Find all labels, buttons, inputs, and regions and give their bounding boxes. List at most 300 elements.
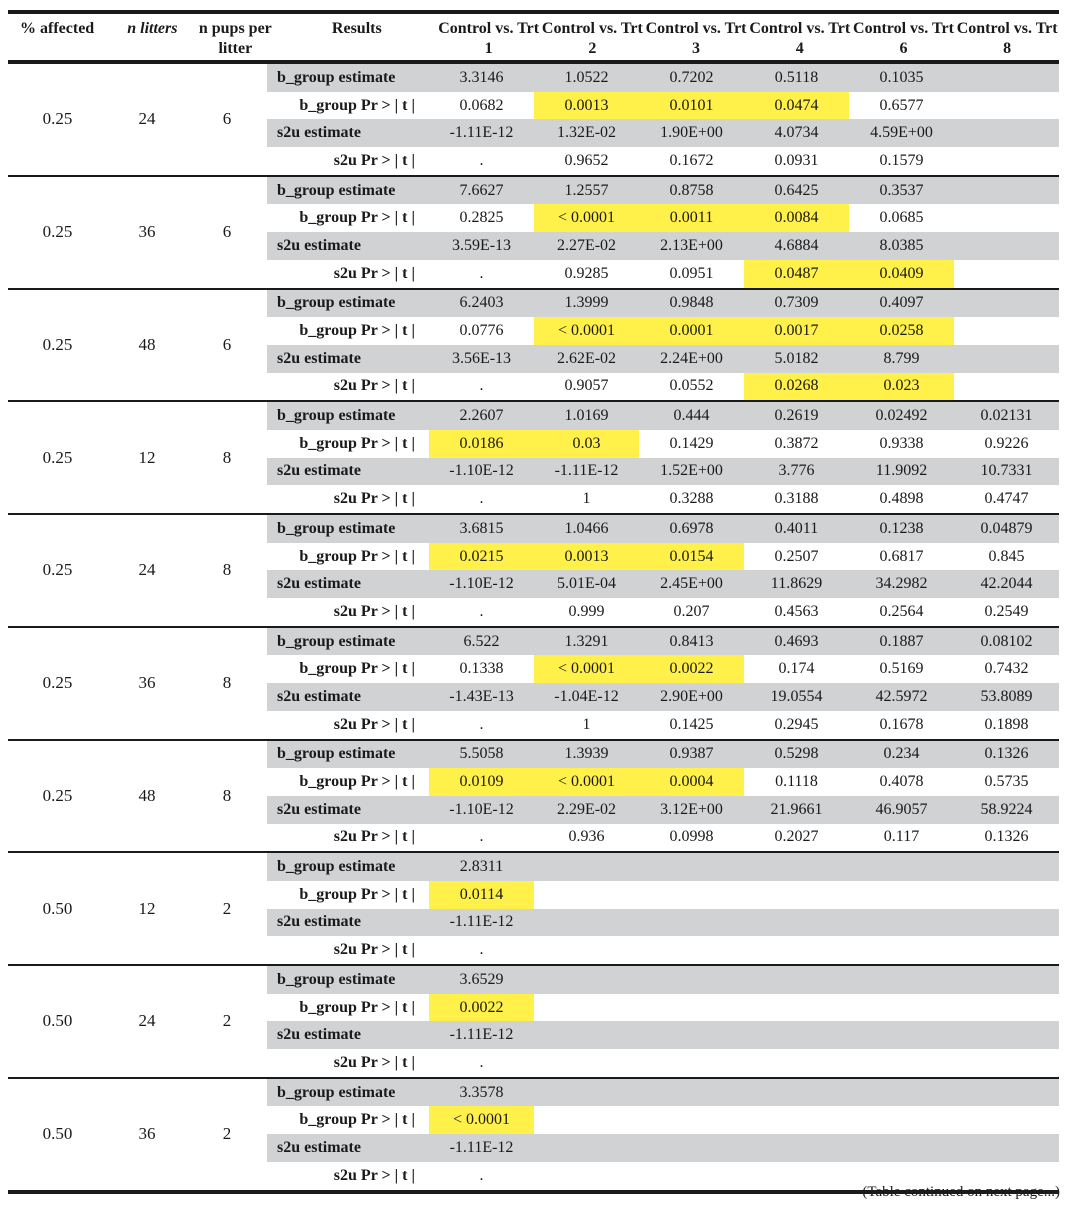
- value-cell: [639, 1106, 744, 1134]
- value-cell: 0.9057: [564, 377, 609, 395]
- value-cell: 0.08102: [980, 632, 1033, 650]
- value-cell: 0.9285: [564, 264, 609, 282]
- value-cell: [954, 204, 1059, 232]
- table-header: [8, 14, 1059, 64]
- n-pups-cell: 6: [222, 222, 232, 242]
- value-cell: [954, 909, 1059, 937]
- n-pups-cell: 6: [222, 109, 232, 129]
- value-cell: 1.3291: [564, 632, 609, 650]
- table-body: [8, 64, 1059, 1194]
- value-cell: 1.0522: [564, 68, 609, 86]
- value-cell: 0.4898: [879, 490, 924, 508]
- table-row: [267, 628, 1059, 656]
- value-cell: [954, 881, 1059, 909]
- value-cell: 0.1672: [669, 151, 714, 169]
- value-cell: 4.0734: [774, 124, 819, 142]
- row-label: s2u estimate: [277, 687, 361, 705]
- value-cell: 0.5169: [879, 660, 924, 678]
- value-cell: 0.02131: [980, 407, 1033, 425]
- value-cell: [744, 1106, 849, 1134]
- row-label: b_group Pr > | t |: [299, 1111, 415, 1129]
- table-row: [267, 768, 1059, 796]
- n-litters-cell: 24: [138, 109, 156, 129]
- value-cell: [534, 853, 639, 881]
- value-cell: 0.1425: [669, 715, 714, 733]
- value-cell: [954, 1106, 1059, 1134]
- value-cell: [639, 909, 744, 937]
- value-cell: -1.11E-12: [449, 1026, 514, 1044]
- header-trt6: Control vs. Trt 6: [853, 20, 954, 57]
- value-cell: [849, 1106, 954, 1134]
- value-cell: [849, 909, 954, 937]
- table-group: [8, 628, 1059, 741]
- table-row: [267, 881, 1059, 909]
- value-cell: 0.174: [778, 660, 815, 678]
- value-cell: [534, 1079, 639, 1107]
- row-label: b_group Pr > | t |: [299, 773, 415, 791]
- value-cell: 0.4011: [774, 519, 819, 537]
- value-cell: 0.0268: [744, 373, 849, 401]
- value-cell: 0.0022: [639, 655, 744, 683]
- value-cell: 19.0554: [770, 687, 823, 705]
- value-cell: 0.03: [534, 430, 639, 458]
- row-label: b_group estimate: [277, 519, 396, 537]
- row-label: b_group Pr > | t |: [299, 434, 415, 452]
- table-row: [267, 147, 1059, 175]
- value-cell: [954, 936, 1059, 964]
- value-cell: 0.444: [673, 407, 710, 425]
- table-row: [267, 1134, 1059, 1162]
- table-row: [267, 430, 1059, 458]
- value-cell: 0.9652: [564, 151, 609, 169]
- table-group: [8, 64, 1059, 177]
- value-cell: [954, 966, 1059, 994]
- value-cell: 0.1678: [879, 715, 924, 733]
- pct-affected-cell: 0.50: [42, 1124, 73, 1144]
- value-cell: -1.43E-13: [449, 687, 514, 705]
- row-label: b_group estimate: [277, 294, 396, 312]
- table-row: [267, 232, 1059, 260]
- value-cell: 0.0154: [639, 543, 744, 571]
- pct-affected-cell: 0.25: [42, 222, 73, 242]
- value-cell: 0.2507: [774, 547, 819, 565]
- table-row: [267, 402, 1059, 430]
- value-cell: 0.2945: [774, 715, 819, 733]
- value-cell: [534, 966, 639, 994]
- value-cell: 0.1326: [984, 745, 1029, 763]
- value-cell: [849, 1021, 954, 1049]
- value-cell: [744, 936, 849, 964]
- group-rows: [267, 628, 1059, 739]
- value-cell: 0.207: [673, 602, 710, 620]
- value-cell: 0.2549: [984, 602, 1029, 620]
- value-cell: [534, 1049, 639, 1077]
- value-cell: 0.4747: [984, 490, 1029, 508]
- table-row: [267, 260, 1059, 288]
- value-cell: [954, 345, 1059, 373]
- row-label: b_group Pr > | t |: [299, 998, 415, 1016]
- table-row: [267, 796, 1059, 824]
- value-cell: 0.0682: [459, 96, 504, 114]
- n-pups-cell: 2: [222, 1124, 232, 1144]
- table-row: [267, 936, 1059, 964]
- value-cell: 0.3872: [774, 434, 819, 452]
- value-cell: 0.7432: [984, 660, 1029, 678]
- value-cell: [849, 1079, 954, 1107]
- value-cell: [639, 966, 744, 994]
- value-cell: [744, 909, 849, 937]
- value-cell: [639, 853, 744, 881]
- value-cell: 0.0101: [639, 92, 744, 120]
- value-cell: 0.0998: [669, 828, 714, 846]
- value-cell: 0.1035: [879, 68, 924, 86]
- value-cell: 1.3939: [564, 745, 609, 763]
- value-cell: 0.3188: [774, 490, 819, 508]
- value-cell: 5.0182: [774, 349, 819, 367]
- value-cell: 0.0186: [429, 430, 534, 458]
- table-row: [267, 204, 1059, 232]
- header-trt3: Control vs. Trt 3: [645, 20, 747, 57]
- value-cell: 0.4097: [879, 294, 924, 312]
- value-cell: < 0.0001: [429, 1106, 534, 1134]
- value-cell: 11.9092: [875, 462, 928, 480]
- value-cell: 0.1326: [984, 828, 1029, 846]
- value-cell: 1: [582, 715, 591, 733]
- table-row: [267, 485, 1059, 513]
- value-cell: 2.45E+00: [660, 575, 723, 593]
- value-cell: [954, 1049, 1059, 1077]
- row-label: s2u estimate: [277, 1026, 361, 1044]
- row-label: b_group estimate: [277, 68, 396, 86]
- value-cell: 0.0017: [744, 317, 849, 345]
- value-cell: 0.3288: [669, 490, 714, 508]
- value-cell: [744, 1049, 849, 1077]
- value-cell: -1.11E-12: [449, 913, 514, 931]
- pct-affected-cell: 0.25: [42, 560, 73, 580]
- value-cell: 0.5118: [774, 68, 819, 86]
- pct-affected-cell: 0.50: [42, 1011, 73, 1031]
- value-cell: 0.0685: [879, 209, 924, 227]
- value-cell: 0.6817: [879, 547, 924, 565]
- value-cell: 1.0169: [564, 407, 609, 425]
- group-rows: [267, 64, 1059, 175]
- value-cell: 0.6577: [879, 96, 924, 114]
- value-cell: .: [479, 828, 484, 846]
- value-cell: 1.52E+00: [660, 462, 723, 480]
- value-cell: 0.0552: [669, 377, 714, 395]
- value-cell: 0.1238: [879, 519, 924, 537]
- value-cell: [849, 1049, 954, 1077]
- pct-affected-cell: 0.25: [42, 673, 73, 693]
- value-cell: -1.11E-12: [449, 124, 514, 142]
- group-rows: [267, 177, 1059, 288]
- value-cell: 0.0409: [849, 260, 954, 288]
- value-cell: 0.0487: [744, 260, 849, 288]
- value-cell: 1: [582, 490, 591, 508]
- value-cell: 21.9661: [770, 800, 823, 818]
- table-row: [267, 655, 1059, 683]
- value-cell: 0.0776: [459, 322, 504, 340]
- n-pups-cell: 6: [222, 334, 232, 354]
- row-label: b_group estimate: [277, 181, 396, 199]
- row-label: s2u estimate: [277, 800, 361, 818]
- value-cell: 0.0258: [849, 317, 954, 345]
- value-cell: [954, 232, 1059, 260]
- value-cell: [954, 177, 1059, 205]
- value-cell: 2.90E+00: [660, 687, 723, 705]
- n-pups-cell: 2: [222, 1011, 232, 1031]
- group-rows: [267, 966, 1059, 1077]
- value-cell: 5.5058: [459, 745, 504, 763]
- pct-affected-cell: 0.25: [42, 334, 73, 354]
- table-row: [267, 373, 1059, 401]
- row-label: s2u Pr > | t |: [333, 828, 415, 846]
- value-cell: 3.6815: [459, 519, 504, 537]
- value-cell: .: [479, 1053, 484, 1071]
- table-continued-note: (Table continued on next page...): [862, 1184, 1060, 1200]
- value-cell: 4.59E+00: [870, 124, 933, 142]
- row-label: b_group estimate: [277, 970, 396, 988]
- table-row: [267, 92, 1059, 120]
- row-label: b_group estimate: [277, 632, 396, 650]
- value-cell: 0.1579: [879, 151, 924, 169]
- results-table: [8, 10, 1059, 1194]
- n-pups-cell: 8: [222, 560, 232, 580]
- value-cell: .: [479, 941, 484, 959]
- row-label: b_group Pr > | t |: [299, 322, 415, 340]
- table-row: [267, 598, 1059, 626]
- value-cell: 0.5298: [774, 745, 819, 763]
- value-cell: 0.8758: [669, 181, 714, 199]
- value-cell: 0.999: [568, 602, 605, 620]
- value-cell: < 0.0001: [534, 317, 639, 345]
- n-litters-cell: 12: [138, 898, 156, 918]
- table-row: [267, 853, 1059, 881]
- value-cell: 0.9338: [879, 434, 924, 452]
- value-cell: -1.11E-12: [554, 462, 619, 480]
- table-row: [267, 345, 1059, 373]
- value-cell: 2.62E-02: [556, 349, 617, 367]
- value-cell: 1.32E-02: [556, 124, 617, 142]
- row-label: s2u Pr > | t |: [333, 377, 415, 395]
- value-cell: [954, 92, 1059, 120]
- group-rows: [267, 1079, 1059, 1190]
- value-cell: [849, 853, 954, 881]
- table-row: [267, 711, 1059, 739]
- table-row: [267, 64, 1059, 92]
- value-cell: 0.0084: [744, 204, 849, 232]
- value-cell: 42.5972: [875, 687, 928, 705]
- table-row: [267, 515, 1059, 543]
- n-litters-cell: 48: [138, 785, 156, 805]
- table-group: [8, 1079, 1059, 1194]
- n-litters-cell: 36: [138, 1124, 156, 1144]
- table-group: [8, 966, 1059, 1079]
- table-row: [267, 966, 1059, 994]
- header-results: Results: [331, 20, 382, 37]
- table-row: [267, 741, 1059, 769]
- row-label: b_group estimate: [277, 407, 396, 425]
- value-cell: [849, 966, 954, 994]
- row-label: b_group Pr > | t |: [299, 547, 415, 565]
- value-cell: 0.0109: [429, 768, 534, 796]
- value-cell: [744, 1162, 849, 1190]
- row-label: s2u Pr > | t |: [333, 264, 415, 282]
- value-cell: 10.7331: [980, 462, 1033, 480]
- value-cell: [534, 1162, 639, 1190]
- value-cell: .: [479, 1166, 484, 1184]
- group-rows: [267, 402, 1059, 513]
- table-row: [267, 290, 1059, 318]
- value-cell: [954, 1079, 1059, 1107]
- header-trt1: Control vs. Trt 1: [438, 20, 540, 57]
- header-trt2: Control vs. Trt 2: [541, 20, 643, 57]
- value-cell: 0.9387: [669, 745, 714, 763]
- row-label: s2u estimate: [277, 1138, 361, 1156]
- value-cell: 0.0013: [534, 92, 639, 120]
- value-cell: 0.4563: [774, 602, 819, 620]
- value-cell: 58.9224: [980, 800, 1033, 818]
- table-row: [267, 1079, 1059, 1107]
- value-cell: 0.6425: [774, 181, 819, 199]
- table-row: [267, 458, 1059, 486]
- value-cell: 3.6529: [459, 970, 504, 988]
- table-row: [267, 1049, 1059, 1077]
- value-cell: [534, 1021, 639, 1049]
- value-cell: 0.845: [988, 547, 1025, 565]
- value-cell: [639, 1162, 744, 1190]
- table-row: [267, 909, 1059, 937]
- value-cell: 0.0951: [669, 264, 714, 282]
- pct-affected-cell: 0.25: [42, 447, 73, 467]
- value-cell: 1.2557: [564, 181, 609, 199]
- table-group: [8, 741, 1059, 854]
- value-cell: [534, 909, 639, 937]
- row-label: s2u Pr > | t |: [333, 1053, 415, 1071]
- value-cell: 0.1887: [879, 632, 924, 650]
- value-cell: 34.2982: [875, 575, 928, 593]
- value-cell: [954, 853, 1059, 881]
- value-cell: 2.24E+00: [660, 349, 723, 367]
- n-litters-cell: 36: [138, 673, 156, 693]
- table-row: [267, 177, 1059, 205]
- value-cell: [849, 994, 954, 1022]
- group-rows: [267, 290, 1059, 401]
- row-label: b_group estimate: [277, 1083, 396, 1101]
- value-cell: < 0.0001: [534, 655, 639, 683]
- table-row: [267, 824, 1059, 852]
- value-cell: 0.4078: [879, 773, 924, 791]
- value-cell: 3.3578: [459, 1083, 504, 1101]
- value-cell: [534, 936, 639, 964]
- n-litters-cell: 12: [138, 447, 156, 467]
- value-cell: 0.2564: [879, 602, 924, 620]
- value-cell: 0.2619: [774, 407, 819, 425]
- value-cell: -1.10E-12: [449, 462, 514, 480]
- value-cell: < 0.0001: [534, 768, 639, 796]
- value-cell: 53.8089: [980, 687, 1033, 705]
- value-cell: 3.59E-13: [451, 236, 512, 254]
- value-cell: 0.3537: [879, 181, 924, 199]
- row-label: b_group estimate: [277, 858, 396, 876]
- row-label: s2u Pr > | t |: [333, 715, 415, 733]
- table-row: [267, 1021, 1059, 1049]
- table-row: [267, 543, 1059, 571]
- value-cell: 3.12E+00: [660, 800, 723, 818]
- pct-affected-cell: 0.50: [42, 898, 73, 918]
- header-n-litters: n litters: [127, 20, 178, 37]
- value-cell: [534, 881, 639, 909]
- table-row: [267, 317, 1059, 345]
- value-cell: [534, 994, 639, 1022]
- value-cell: 0.234: [883, 745, 920, 763]
- value-cell: [639, 994, 744, 1022]
- table-row: [267, 994, 1059, 1022]
- value-cell: 0.04879: [980, 519, 1033, 537]
- value-cell: [744, 966, 849, 994]
- value-cell: -1.10E-12: [449, 800, 514, 818]
- row-label: s2u estimate: [277, 575, 361, 593]
- value-cell: 0.0011: [639, 204, 744, 232]
- value-cell: [954, 1134, 1059, 1162]
- value-cell: 4.6884: [774, 236, 819, 254]
- value-cell: [639, 881, 744, 909]
- value-cell: 7.6627: [459, 181, 504, 199]
- value-cell: -1.11E-12: [449, 1138, 514, 1156]
- pct-affected-cell: 0.25: [42, 785, 73, 805]
- value-cell: 1.0466: [564, 519, 609, 537]
- header-n-pups: n pups per litter: [198, 20, 272, 57]
- value-cell: 1.3999: [564, 294, 609, 312]
- value-cell: 2.2607: [459, 407, 504, 425]
- value-cell: [954, 260, 1059, 288]
- header-trt4: Control vs. Trt 4: [749, 20, 851, 57]
- value-cell: [954, 317, 1059, 345]
- value-cell: 3.776: [778, 462, 815, 480]
- value-cell: 42.2044: [980, 575, 1033, 593]
- value-cell: 0.0004: [639, 768, 744, 796]
- value-cell: 0.5735: [984, 773, 1029, 791]
- value-cell: [534, 1106, 639, 1134]
- value-cell: [744, 881, 849, 909]
- value-cell: .: [479, 151, 484, 169]
- value-cell: .: [479, 602, 484, 620]
- value-cell: [744, 853, 849, 881]
- value-cell: [954, 147, 1059, 175]
- n-pups-cell: 2: [222, 898, 232, 918]
- value-cell: [639, 1049, 744, 1077]
- table-group: [8, 853, 1059, 966]
- group-rows: [267, 515, 1059, 626]
- value-cell: 8.799: [883, 349, 920, 367]
- value-cell: [849, 936, 954, 964]
- value-cell: [744, 1134, 849, 1162]
- value-cell: 0.0022: [429, 994, 534, 1022]
- value-cell: 0.7309: [774, 294, 819, 312]
- value-cell: 0.1338: [459, 660, 504, 678]
- value-cell: .: [479, 264, 484, 282]
- value-cell: 0.117: [883, 828, 920, 846]
- row-label: s2u estimate: [277, 236, 361, 254]
- row-label: s2u Pr > | t |: [333, 490, 415, 508]
- table-row: [267, 119, 1059, 147]
- table-row: [267, 683, 1059, 711]
- row-label: s2u Pr > | t |: [333, 602, 415, 620]
- value-cell: [744, 994, 849, 1022]
- value-cell: 0.8413: [669, 632, 714, 650]
- value-cell: 0.9226: [984, 434, 1029, 452]
- value-cell: [954, 373, 1059, 401]
